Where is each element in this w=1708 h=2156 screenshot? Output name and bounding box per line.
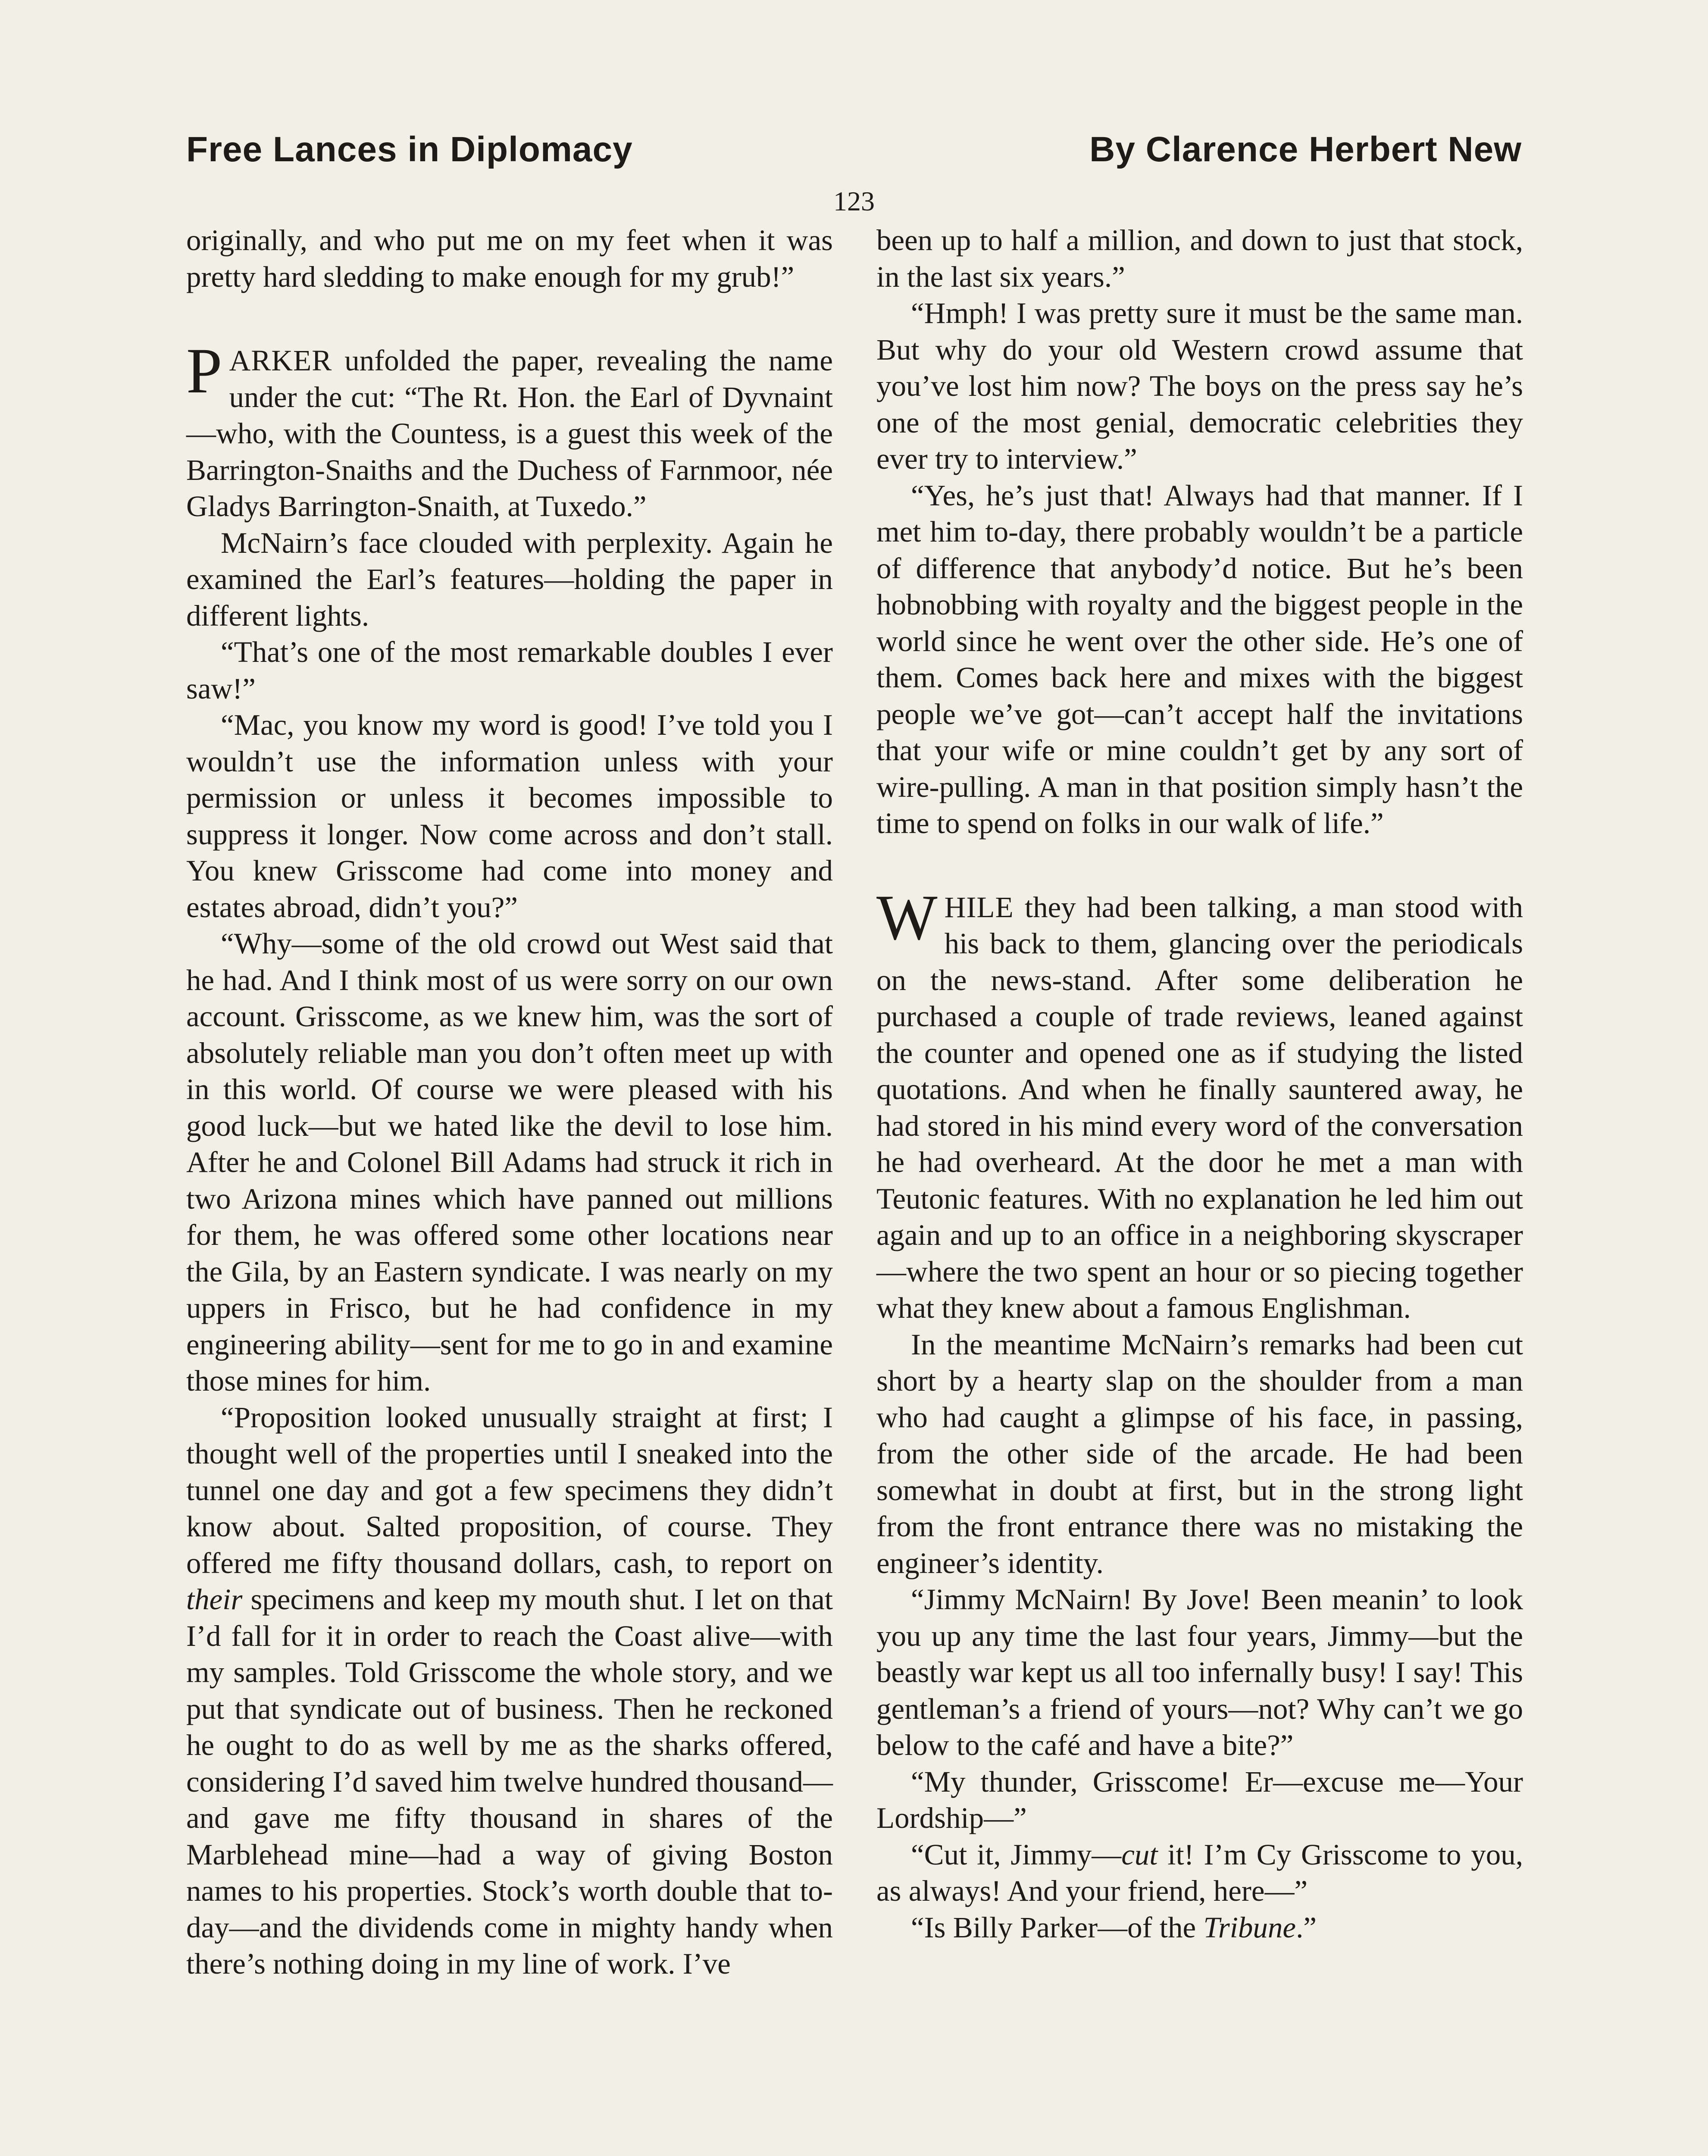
paragraph-text: unfolded the paper, revealing the name under the cut: “The Rt. Hon. the Earl of Dyvnaint—who, with the Countess, is a guest this week of the Barrington-Snaiths and the Duchess of Farnmoor, née Gladys Barrington-Snaith, at Tuxedo.” [186,344,833,523]
paragraph: In the meantime McNairn’s remarks had been cut short by a hearty slap on the shoulder from a man who had caught a glimpse of his face, in passing, from the other side of the arcade. He had been somewhat in doubt at first, but in the strong light from the front entrance there was no mistaking the engineer’s identity. [876,1328,1523,1579]
paragraph-text: “Proposition looked unusually straight at first; I thought well of the properties until I sneaked into the tunnel one day and got a few specimens they didn’t know about. Salted proposition, of course. They offered me fifty thousand dollars, cash, to report on [186,1401,833,1579]
small-caps-lead: ARKER [229,344,332,377]
drop-cap: P [186,335,222,407]
paragraph-text: they had been talking, a man stood with his back to them, glancing over the periodicals on the news-stand. After some deliberation he purchased a couple of trade reviews, leaned against the counter and opened one as if studying the listed quotations. And when he finally sauntered away, he had stored in his mind every word of the conversation he had overheard. At the door he met a man with Teutonic features. With no explanation he led him out again and up to an office in a neighboring skyscraper—where the two spent an hour or so piecing together what they knew about a famous Englishman. [876,890,1523,1324]
paragraph: “Jimmy McNairn! By Jove! Been meanin’ to look you up any time the last four years, Jimmy—but the beastly war kept us all too infernally busy! I say! This gentleman’s a friend of yours—not? Why can’t we go below to the café and have a bite?” [876,1583,1523,1761]
paragraph: “Mac, you know my word is good! I’ve told you I wouldn’t use the information unless with your permission or unless it becomes impossible to suppress it longer. Now come across and don’t stall. You knew Grisscome had come into money and estates abroad, didn’t you?” [186,708,833,924]
paragraph: “Yes, he’s just that! Always had that manner. If I met him to-day, there probably wouldn’t be a particle of difference that anybody’d notice. But he’s been hobnobbing with royalty and the biggest people in the world since he went over the other side. He’s one of them. Comes back here and mixes with the biggest people we’ve got—can’t accept half the invitations that your wife or mine couldn’t get by any sort of wire-pulling. A man in that position simply hasn’t the time to spend on folks in our walk of life.” [876,479,1523,840]
author-byline: By Clarence Herbert New [1089,130,1522,169]
paragraph: originally, and who put me on my feet when it was pretty hard sledding to make enough for my grub!” [186,224,833,293]
paragraph: “That’s one of the most remarkable doubles I ever saw!” [186,636,833,705]
paragraph: “Why—some of the old crowd out West said that he had. And I think most of us were sorry on our own account. Grisscome, as we knew him, was the sort of absolutely reliable man you don’t often meet up with in this world. Of course we were pleased with his good luck—but we hated like the devil to lose him. After he and Colonel Bill Adams had struck it rich in two Arizona mines which have panned out millions for them, he was offered some other locations near the Gila, by an Eastern syndicate. I was nearly on my uppers in Frisco, but he had confidence in my engineering ability—sent for me to go in and examine those mines for him. [186,927,833,1397]
drop-cap: W [876,881,938,953]
paragraph: “Hmph! I was pretty sure it must be the same man. But why do your old Western crowd assume that you’ve lost him now? The boys on the press say he’s one of the most genial, democratic celebrities they ever try to interview.” [876,297,1523,475]
italic-text: cut [1121,1838,1158,1871]
paragraph-text: specimens and keep my mouth shut. I let on that I’d fall for it in order to reach the Coast alive—with my samples. Told Grisscome the whole story, and we put that syndicate out of business. Then he reckoned he ought to do as well by me as the sharks offered, considering I’d saved him twelve hundred thousand—and gave me fifty thousand in shares of the Marblehead mine—had a way of giving Boston names to his properties. Stock’s worth double that to-day—and the dividends come in mighty handy when there’s nothing doing in my line of work. I’ve [186,1583,833,1980]
paragraph [876,1836,1523,1909]
page-number: 123 [833,186,875,216]
paragraph-text: “Cut it, Jimmy— [911,1838,1122,1871]
right-column [876,222,1523,1946]
paragraph [876,1909,1523,1946]
paragraph: “My thunder, Grisscome! Er—excuse me—Your Lordship—” [876,1765,1523,1834]
paragraph-drop-cap [186,335,833,525]
paragraph: McNairn’s face clouded with perplexity. Again he examined the Earl’s features—holding the paper in different lights. [186,526,833,632]
paragraph-text: it! I’m Cy Grisscome to you, as always! And your friend, here—” [876,1838,1523,1907]
paragraph-text: “Is Billy Parker—of the [911,1911,1204,1944]
paragraph-drop-cap [876,881,1523,1326]
left-column [186,222,833,1982]
paragraph [186,1399,833,1982]
paragraph-text: .” [1296,1911,1317,1944]
story-title: Free Lances in Diplomacy [186,130,633,169]
italic-text: their [186,1583,243,1616]
paragraph: been up to half a million, and down to just that stock, in the last six years.” [876,224,1523,293]
small-caps-lead: HILE [944,890,1014,924]
italic-text: Tribune [1203,1911,1296,1944]
running-head [186,129,1522,190]
